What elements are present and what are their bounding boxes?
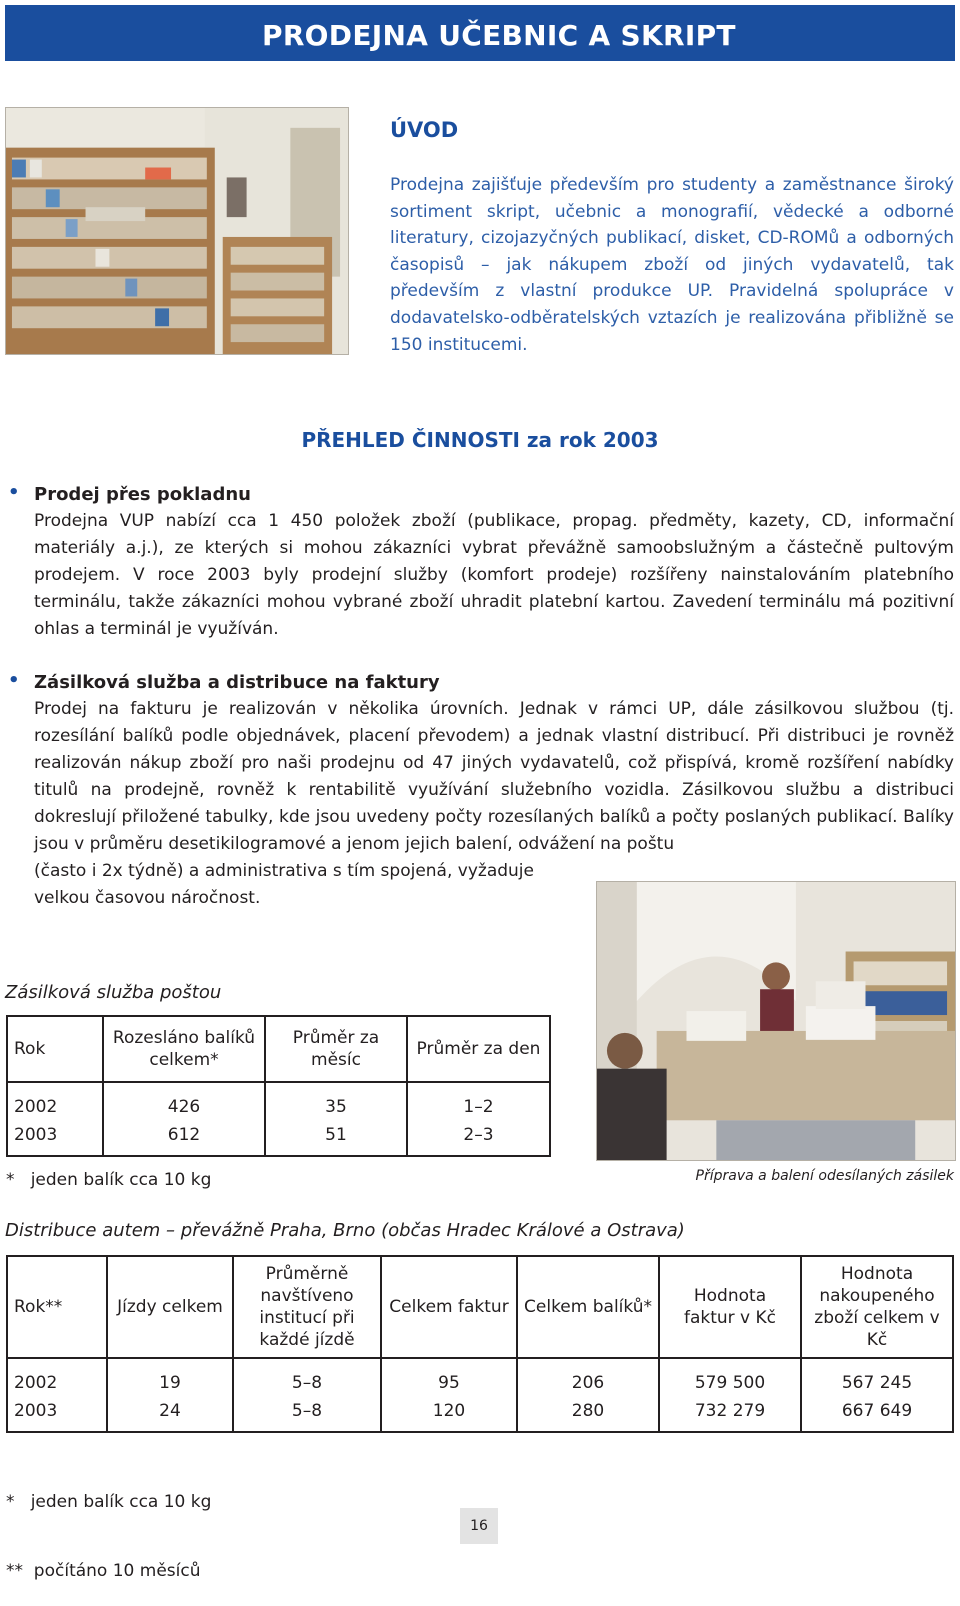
section-title: Zásilková služba a distribuce na faktury (34, 672, 440, 693)
table-cell: 732 279 (659, 1397, 801, 1432)
header-bar (5, 5, 955, 61)
table-row (7, 1121, 550, 1156)
table-header-row (7, 1256, 953, 1358)
table-cell: 667 649 (801, 1397, 953, 1432)
table-row (7, 1397, 953, 1432)
table-header-cell: Rozesláno balíků celkem* (103, 1016, 265, 1082)
table-header-cell: Průměr za měsíc (265, 1016, 407, 1082)
bookshop-shelves-photo (5, 107, 349, 355)
table-row (7, 1358, 953, 1397)
table-header-cell: Průměr za den (407, 1016, 550, 1082)
intro-heading: ÚVOD (390, 118, 459, 142)
table-cell: 612 (103, 1121, 265, 1156)
table-cell: 5–8 (233, 1397, 381, 1432)
page-number: 16 (460, 1508, 498, 1544)
photo-caption: Příprava a balení odesílaných zásilek (695, 1168, 954, 1184)
table-header-cell: Průměrně navštíveno institucí při každé jízdě (233, 1256, 381, 1358)
table-header-cell: Celkem balíků* (517, 1256, 659, 1358)
table-cell: 206 (517, 1358, 659, 1397)
table-cell: 280 (517, 1397, 659, 1432)
table-cell: 2–3 (407, 1121, 550, 1156)
table-cell: 19 (107, 1358, 233, 1397)
section-text-continued: (často i 2x týdně) a administrativa s tím spojená, vyžaduje velkou časovou náročnost. (34, 861, 534, 908)
table-cell: 579 500 (659, 1358, 801, 1397)
table-cell: 2002 (7, 1082, 103, 1121)
table-cell: 567 245 (801, 1358, 953, 1397)
parcel-packing-photo (596, 881, 956, 1161)
footnote-line: ** počítáno 10 měsíců (6, 1561, 201, 1581)
table-cell: 2003 (7, 1121, 103, 1156)
section-mail-distribution (8, 669, 954, 912)
table-header-cell: Celkem faktur (381, 1256, 517, 1358)
table-cell: 51 (265, 1121, 407, 1156)
table-cell: 95 (381, 1358, 517, 1397)
mail-table-caption: Zásilková služba poštou (5, 982, 222, 1003)
table-header-cell: Jízdy celkem (107, 1256, 233, 1358)
table-cell: 426 (103, 1082, 265, 1121)
car-table-footnote (6, 1445, 211, 1606)
footnote-line: * jeden balík cca 10 kg (6, 1492, 212, 1512)
table-header-cell: Rok** (7, 1256, 107, 1358)
table-header-cell: Rok (7, 1016, 103, 1082)
table-cell: 2002 (7, 1358, 107, 1397)
bullet-icon: • (8, 482, 20, 503)
car-table-caption: Distribuce autem – převážně Praha, Brno (občas Hradec Králové a Ostrava) (5, 1220, 685, 1241)
overview-heading: PŘEHLED ČINNOSTI za rok 2003 (301, 428, 659, 452)
table-header-cell: Hodnota nakoupeného zboží celkem v Kč (801, 1256, 953, 1358)
table-header-cell: Hodnota faktur v Kč (659, 1256, 801, 1358)
section-text: Prodejna VUP nabízí cca 1 450 položek zboží (publikace, propag. předměty, kazety, CD, informační materiály a.j.), ze kterých si mohou zákazníci vybrat převážně samoobslužným a částečně pultovým prodejem. V roce 2003 byly prodejní služby (komfort prodeje) rozšířeny nainstalováním platebního terminálu, takže zákazníci mohou vybrané zboží uhradit platební kartou. Zavedení terminálu má pozitivní ohlas a terminál je využíván. (34, 511, 954, 639)
page-title: PRODEJNA UČEBNIC A SKRIPT (262, 19, 736, 52)
mail-table (6, 1015, 551, 1157)
section-cash-sales (8, 481, 954, 643)
intro-text: Prodejna zajišťuje především pro studenty a zaměstnance široký sortiment skript, učebnic a monografií, vědecké a odborné literatury, cizojazyčných publikací, disket, CD-ROMů a odborných časopisů – jak nákupem zboží od jiných vydavatelů, tak především z vlastní produkce UP. Pravidelná spolupráce v dodavatelsko-odběratelských vztazích je realizována přibližně se 150 institucemi. (390, 175, 954, 355)
car-table (6, 1255, 954, 1433)
table-header-row (7, 1016, 550, 1082)
section-text: Prodej na fakturu je realizován v několika úrovních. Jednak v rámci UP, dále zásilkovou službou (tj. rozesílání balíků podle objednávek, placení převodem) a jednak vlastní distribucí. Při distribuci je rovněž realizován nákup zboží pro naši prodejnu od 47 jiných vydavatelů, což přispívá, kromě rozšíření nabídky titulů na prodejně, rovněž k rentabilitě využívání služebního vozidla. Zásilkovou službu a distribuci dokreslují přiložené tabulky, kde jsou uvedeny počty rozesílaných balíků a počty poslaných publikací. Balíky jsou v průměru desetikilogramové a jenom jejich balení, odvážení na poštu (34, 699, 954, 854)
mail-table-footnote: * jeden balík cca 10 kg (6, 1170, 212, 1190)
table-cell: 120 (381, 1397, 517, 1432)
table-cell: 24 (107, 1397, 233, 1432)
bullet-icon: • (8, 670, 20, 691)
section-title: Prodej přes pokladnu (34, 484, 251, 505)
table-cell: 5–8 (233, 1358, 381, 1397)
table-cell: 35 (265, 1082, 407, 1121)
table-cell: 1–2 (407, 1082, 550, 1121)
table-cell: 2003 (7, 1397, 107, 1432)
table-row (7, 1082, 550, 1121)
